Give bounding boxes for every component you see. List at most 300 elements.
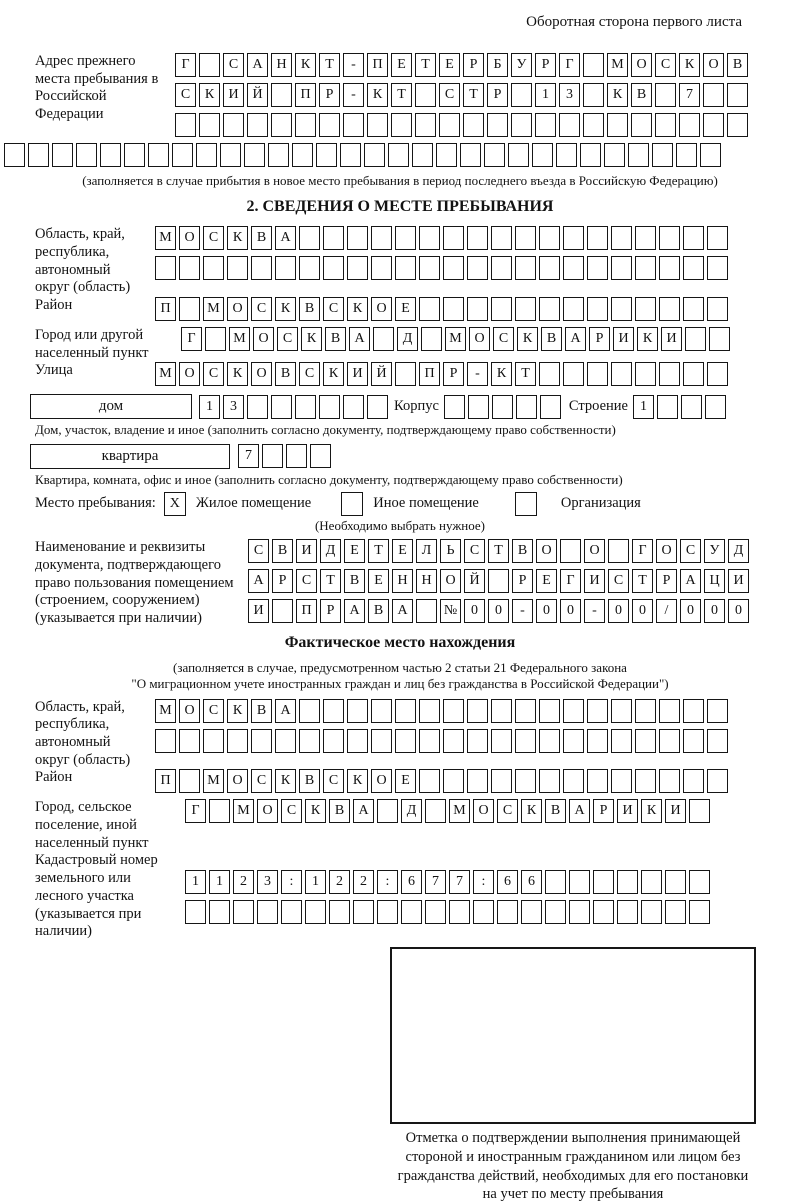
char-cell[interactable]: [635, 256, 656, 280]
char-cell[interactable]: [199, 53, 220, 77]
char-cell[interactable]: [545, 900, 566, 924]
char-cell[interactable]: [681, 395, 702, 419]
char-cell[interactable]: С: [281, 799, 302, 823]
char-cell[interactable]: [628, 143, 649, 167]
char-cell[interactable]: Е: [395, 769, 416, 793]
region-row-2[interactable]: [155, 256, 728, 280]
actual-district-row[interactable]: [155, 769, 728, 793]
char-cell[interactable]: [364, 143, 385, 167]
char-cell[interactable]: [473, 900, 494, 924]
char-cell[interactable]: [395, 256, 416, 280]
char-cell[interactable]: К: [491, 362, 512, 386]
char-cell[interactable]: 1: [185, 870, 206, 894]
char-cell[interactable]: [659, 699, 680, 723]
char-cell[interactable]: К: [227, 362, 248, 386]
char-cell[interactable]: [539, 256, 560, 280]
char-cell[interactable]: К: [347, 769, 368, 793]
char-cell[interactable]: [707, 362, 728, 386]
char-cell[interactable]: Е: [368, 569, 389, 593]
char-cell[interactable]: [559, 113, 580, 137]
char-cell[interactable]: [76, 143, 97, 167]
char-cell[interactable]: Р: [512, 569, 533, 593]
char-cell[interactable]: [635, 769, 656, 793]
char-cell[interactable]: В: [512, 539, 533, 563]
char-cell[interactable]: Р: [272, 569, 293, 593]
char-cell[interactable]: [425, 900, 446, 924]
char-cell[interactable]: [676, 143, 697, 167]
char-cell[interactable]: [587, 297, 608, 321]
char-cell[interactable]: К: [323, 362, 344, 386]
char-cell[interactable]: К: [607, 83, 628, 107]
char-cell[interactable]: К: [347, 297, 368, 321]
cadastre-row-2[interactable]: [185, 900, 710, 924]
char-cell[interactable]: [436, 143, 457, 167]
char-cell[interactable]: С: [248, 539, 269, 563]
korpus-cells[interactable]: [444, 395, 561, 419]
char-cell[interactable]: [587, 699, 608, 723]
char-cell[interactable]: [425, 799, 446, 823]
char-cell[interactable]: К: [295, 53, 316, 77]
char-cell[interactable]: 0: [560, 599, 581, 623]
char-cell[interactable]: [659, 769, 680, 793]
char-cell[interactable]: 1: [209, 870, 230, 894]
street-row[interactable]: [155, 362, 728, 386]
char-cell[interactable]: [205, 327, 226, 351]
char-cell[interactable]: О: [536, 539, 557, 563]
char-cell[interactable]: 0: [536, 599, 557, 623]
char-cell[interactable]: Г: [559, 53, 580, 77]
char-cell[interactable]: О: [440, 569, 461, 593]
house-cells[interactable]: [199, 395, 388, 419]
char-cell[interactable]: [323, 699, 344, 723]
char-cell[interactable]: М: [449, 799, 470, 823]
char-cell[interactable]: [271, 113, 292, 137]
char-cell[interactable]: О: [179, 699, 200, 723]
char-cell[interactable]: [100, 143, 121, 167]
char-cell[interactable]: [563, 699, 584, 723]
char-cell[interactable]: [607, 113, 628, 137]
char-cell[interactable]: П: [296, 599, 317, 623]
char-cell[interactable]: :: [377, 870, 398, 894]
char-cell[interactable]: А: [353, 799, 374, 823]
char-cell[interactable]: [659, 297, 680, 321]
char-cell[interactable]: [491, 297, 512, 321]
char-cell[interactable]: Т: [368, 539, 389, 563]
char-cell[interactable]: [299, 729, 320, 753]
char-cell[interactable]: [227, 729, 248, 753]
char-cell[interactable]: С: [323, 769, 344, 793]
char-cell[interactable]: [587, 226, 608, 250]
char-cell[interactable]: М: [229, 327, 250, 351]
char-cell[interactable]: №: [440, 599, 461, 623]
stay-type-checkbox-residential[interactable]: [164, 492, 186, 516]
char-cell[interactable]: 0: [704, 599, 725, 623]
char-cell[interactable]: Е: [344, 539, 365, 563]
char-cell[interactable]: С: [251, 769, 272, 793]
char-cell[interactable]: [511, 83, 532, 107]
char-cell[interactable]: [367, 113, 388, 137]
char-cell[interactable]: Т: [632, 569, 653, 593]
char-cell[interactable]: Е: [439, 53, 460, 77]
char-cell[interactable]: И: [223, 83, 244, 107]
char-cell[interactable]: [251, 729, 272, 753]
char-cell[interactable]: В: [272, 539, 293, 563]
char-cell[interactable]: В: [727, 53, 748, 77]
char-cell[interactable]: [467, 729, 488, 753]
char-cell[interactable]: /: [656, 599, 677, 623]
char-cell[interactable]: Е: [536, 569, 557, 593]
char-cell[interactable]: В: [325, 327, 346, 351]
char-cell[interactable]: К: [275, 769, 296, 793]
char-cell[interactable]: О: [469, 327, 490, 351]
char-cell[interactable]: [569, 900, 590, 924]
char-cell[interactable]: 0: [608, 599, 629, 623]
char-cell[interactable]: [484, 143, 505, 167]
char-cell[interactable]: [683, 226, 704, 250]
char-cell[interactable]: [563, 256, 584, 280]
char-cell[interactable]: 1: [199, 395, 220, 419]
stay-type-checkbox-organization[interactable]: [515, 492, 537, 516]
char-cell[interactable]: [196, 143, 217, 167]
char-cell[interactable]: О: [227, 769, 248, 793]
char-cell[interactable]: А: [392, 599, 413, 623]
char-cell[interactable]: [275, 729, 296, 753]
char-cell[interactable]: [707, 729, 728, 753]
char-cell[interactable]: [371, 729, 392, 753]
char-cell[interactable]: [707, 297, 728, 321]
char-cell[interactable]: Р: [656, 569, 677, 593]
char-cell[interactable]: 7: [425, 870, 446, 894]
checkbox-cell[interactable]: [515, 492, 537, 516]
char-cell[interactable]: Д: [320, 539, 341, 563]
district-row[interactable]: [155, 297, 728, 321]
char-cell[interactable]: [179, 769, 200, 793]
char-cell[interactable]: [419, 729, 440, 753]
char-cell[interactable]: [416, 599, 437, 623]
char-cell[interactable]: [52, 143, 73, 167]
char-cell[interactable]: О: [371, 297, 392, 321]
char-cell[interactable]: [179, 256, 200, 280]
char-cell[interactable]: [347, 256, 368, 280]
char-cell[interactable]: И: [728, 569, 749, 593]
char-cell[interactable]: [683, 729, 704, 753]
char-cell[interactable]: [689, 900, 710, 924]
char-cell[interactable]: [659, 256, 680, 280]
char-cell[interactable]: А: [344, 599, 365, 623]
char-cell[interactable]: [148, 143, 169, 167]
char-cell[interactable]: [233, 900, 254, 924]
char-cell[interactable]: В: [299, 769, 320, 793]
char-cell[interactable]: [665, 900, 686, 924]
char-cell[interactable]: [611, 699, 632, 723]
char-cell[interactable]: [251, 256, 272, 280]
char-cell[interactable]: Р: [320, 599, 341, 623]
char-cell[interactable]: Н: [392, 569, 413, 593]
char-cell[interactable]: [323, 226, 344, 250]
char-cell[interactable]: О: [584, 539, 605, 563]
char-cell[interactable]: [709, 327, 730, 351]
char-cell[interactable]: [247, 113, 268, 137]
char-cell[interactable]: 6: [521, 870, 542, 894]
char-cell[interactable]: [604, 143, 625, 167]
char-cell[interactable]: 0: [728, 599, 749, 623]
char-cell[interactable]: Р: [487, 83, 508, 107]
char-cell[interactable]: [685, 327, 706, 351]
char-cell[interactable]: [563, 226, 584, 250]
char-cell[interactable]: [545, 870, 566, 894]
char-cell[interactable]: [580, 143, 601, 167]
char-cell[interactable]: [371, 699, 392, 723]
cadastre-row-1[interactable]: [185, 870, 710, 894]
char-cell[interactable]: 7: [679, 83, 700, 107]
char-cell[interactable]: [391, 113, 412, 137]
city-row[interactable]: [181, 327, 730, 351]
char-cell[interactable]: [286, 444, 307, 468]
char-cell[interactable]: [415, 83, 436, 107]
char-cell[interactable]: Т: [391, 83, 412, 107]
char-cell[interactable]: [468, 395, 489, 419]
char-cell[interactable]: [539, 699, 560, 723]
char-cell[interactable]: [367, 395, 388, 419]
char-cell[interactable]: С: [464, 539, 485, 563]
char-cell[interactable]: О: [179, 362, 200, 386]
stay-type-checkbox-other-premises[interactable]: [341, 492, 363, 516]
char-cell[interactable]: [347, 729, 368, 753]
char-cell[interactable]: В: [299, 297, 320, 321]
char-cell[interactable]: [511, 113, 532, 137]
char-cell[interactable]: [292, 143, 313, 167]
char-cell[interactable]: Т: [319, 53, 340, 77]
char-cell[interactable]: [532, 143, 553, 167]
char-cell[interactable]: О: [631, 53, 652, 77]
char-cell[interactable]: Й: [371, 362, 392, 386]
char-cell[interactable]: [28, 143, 49, 167]
char-cell[interactable]: [467, 256, 488, 280]
char-cell[interactable]: [281, 900, 302, 924]
char-cell[interactable]: [223, 113, 244, 137]
char-cell[interactable]: Г: [185, 799, 206, 823]
char-cell[interactable]: Р: [589, 327, 610, 351]
char-cell[interactable]: [310, 444, 331, 468]
char-cell[interactable]: [679, 113, 700, 137]
char-cell[interactable]: 2: [233, 870, 254, 894]
stroenie-cells[interactable]: [633, 395, 726, 419]
char-cell[interactable]: [655, 113, 676, 137]
char-cell[interactable]: [665, 870, 686, 894]
char-cell[interactable]: [491, 256, 512, 280]
char-cell[interactable]: [319, 395, 340, 419]
char-cell[interactable]: А: [680, 569, 701, 593]
char-cell[interactable]: К: [275, 297, 296, 321]
char-cell[interactable]: [521, 900, 542, 924]
char-cell[interactable]: [539, 729, 560, 753]
char-cell[interactable]: [539, 297, 560, 321]
char-cell[interactable]: Т: [488, 539, 509, 563]
char-cell[interactable]: С: [203, 699, 224, 723]
char-cell[interactable]: [516, 395, 537, 419]
char-cell[interactable]: К: [301, 327, 322, 351]
char-cell[interactable]: Г: [560, 569, 581, 593]
char-cell[interactable]: 0: [632, 599, 653, 623]
char-cell[interactable]: [347, 699, 368, 723]
prev-address-row-2[interactable]: [175, 83, 748, 107]
char-cell[interactable]: [539, 769, 560, 793]
char-cell[interactable]: [703, 83, 724, 107]
char-cell[interactable]: [497, 900, 518, 924]
char-cell[interactable]: [272, 599, 293, 623]
char-cell[interactable]: Т: [415, 53, 436, 77]
char-cell[interactable]: Г: [175, 53, 196, 77]
char-cell[interactable]: -: [343, 83, 364, 107]
char-cell[interactable]: 0: [680, 599, 701, 623]
char-cell[interactable]: А: [248, 569, 269, 593]
char-cell[interactable]: [563, 729, 584, 753]
char-cell[interactable]: М: [155, 362, 176, 386]
char-cell[interactable]: К: [227, 226, 248, 250]
char-cell[interactable]: [463, 113, 484, 137]
char-cell[interactable]: [683, 362, 704, 386]
char-cell[interactable]: М: [607, 53, 628, 77]
char-cell[interactable]: [155, 256, 176, 280]
char-cell[interactable]: [508, 143, 529, 167]
char-cell[interactable]: [641, 870, 662, 894]
char-cell[interactable]: [419, 297, 440, 321]
char-cell[interactable]: [203, 729, 224, 753]
char-cell[interactable]: [305, 900, 326, 924]
char-cell[interactable]: М: [155, 226, 176, 250]
region-row-1[interactable]: [155, 226, 728, 250]
char-cell[interactable]: [271, 395, 292, 419]
char-cell[interactable]: [560, 539, 581, 563]
char-cell[interactable]: С: [439, 83, 460, 107]
char-cell[interactable]: Ц: [704, 569, 725, 593]
char-cell[interactable]: К: [679, 53, 700, 77]
char-cell[interactable]: [707, 226, 728, 250]
char-cell[interactable]: 1: [633, 395, 654, 419]
char-cell[interactable]: [343, 395, 364, 419]
char-cell[interactable]: М: [203, 769, 224, 793]
char-cell[interactable]: [353, 900, 374, 924]
char-cell[interactable]: [727, 113, 748, 137]
char-cell[interactable]: [583, 113, 604, 137]
char-cell[interactable]: [377, 799, 398, 823]
char-cell[interactable]: [415, 113, 436, 137]
char-cell[interactable]: [295, 395, 316, 419]
char-cell[interactable]: [515, 256, 536, 280]
char-cell[interactable]: [395, 729, 416, 753]
char-cell[interactable]: К: [227, 699, 248, 723]
char-cell[interactable]: [124, 143, 145, 167]
char-cell[interactable]: Р: [463, 53, 484, 77]
char-cell[interactable]: [683, 256, 704, 280]
char-cell[interactable]: [443, 226, 464, 250]
prev-address-row-3[interactable]: [175, 113, 748, 137]
char-cell[interactable]: Е: [395, 297, 416, 321]
char-cell[interactable]: А: [569, 799, 590, 823]
char-cell[interactable]: А: [565, 327, 586, 351]
char-cell[interactable]: О: [656, 539, 677, 563]
char-cell[interactable]: [583, 53, 604, 77]
checkbox-cell[interactable]: [341, 492, 363, 516]
char-cell[interactable]: [611, 362, 632, 386]
char-cell[interactable]: [175, 113, 196, 137]
char-cell[interactable]: [515, 226, 536, 250]
char-cell[interactable]: [395, 699, 416, 723]
char-cell[interactable]: Г: [181, 327, 202, 351]
char-cell[interactable]: 0: [464, 599, 485, 623]
char-cell[interactable]: С: [680, 539, 701, 563]
char-cell[interactable]: [268, 143, 289, 167]
char-cell[interactable]: [371, 226, 392, 250]
char-cell[interactable]: П: [155, 769, 176, 793]
char-cell[interactable]: [262, 444, 283, 468]
char-cell[interactable]: [295, 113, 316, 137]
char-cell[interactable]: К: [517, 327, 538, 351]
char-cell[interactable]: 1: [535, 83, 556, 107]
char-cell[interactable]: А: [275, 699, 296, 723]
char-cell[interactable]: К: [637, 327, 658, 351]
char-cell[interactable]: [395, 362, 416, 386]
apartment-cells[interactable]: [238, 444, 331, 468]
char-cell[interactable]: 3: [223, 395, 244, 419]
char-cell[interactable]: [491, 769, 512, 793]
char-cell[interactable]: Т: [320, 569, 341, 593]
char-cell[interactable]: [449, 900, 470, 924]
char-cell[interactable]: [727, 83, 748, 107]
char-cell[interactable]: А: [247, 53, 268, 77]
char-cell[interactable]: [583, 83, 604, 107]
char-cell[interactable]: -: [512, 599, 533, 623]
char-cell[interactable]: А: [349, 327, 370, 351]
char-cell[interactable]: [515, 769, 536, 793]
char-cell[interactable]: [587, 256, 608, 280]
char-cell[interactable]: [179, 297, 200, 321]
char-cell[interactable]: [617, 900, 638, 924]
char-cell[interactable]: 7: [238, 444, 259, 468]
char-cell[interactable]: [611, 226, 632, 250]
char-cell[interactable]: [299, 699, 320, 723]
char-cell[interactable]: [419, 226, 440, 250]
char-cell[interactable]: К: [199, 83, 220, 107]
char-cell[interactable]: С: [323, 297, 344, 321]
char-cell[interactable]: [707, 256, 728, 280]
char-cell[interactable]: [467, 226, 488, 250]
checkbox-cell[interactable]: X: [164, 492, 186, 516]
char-cell[interactable]: [439, 113, 460, 137]
char-cell[interactable]: Д: [728, 539, 749, 563]
char-cell[interactable]: С: [493, 327, 514, 351]
char-cell[interactable]: -: [467, 362, 488, 386]
char-cell[interactable]: [460, 143, 481, 167]
char-cell[interactable]: 1: [305, 870, 326, 894]
char-cell[interactable]: С: [655, 53, 676, 77]
char-cell[interactable]: Р: [443, 362, 464, 386]
actual-region-row-2[interactable]: [155, 729, 728, 753]
char-cell[interactable]: [467, 297, 488, 321]
char-cell[interactable]: Й: [464, 569, 485, 593]
char-cell[interactable]: [467, 769, 488, 793]
char-cell[interactable]: [155, 729, 176, 753]
char-cell[interactable]: К: [641, 799, 662, 823]
char-cell[interactable]: М: [155, 699, 176, 723]
char-cell[interactable]: [488, 569, 509, 593]
char-cell[interactable]: [172, 143, 193, 167]
char-cell[interactable]: К: [521, 799, 542, 823]
char-cell[interactable]: [395, 226, 416, 250]
char-cell[interactable]: С: [296, 569, 317, 593]
char-cell[interactable]: [683, 699, 704, 723]
char-cell[interactable]: [443, 297, 464, 321]
